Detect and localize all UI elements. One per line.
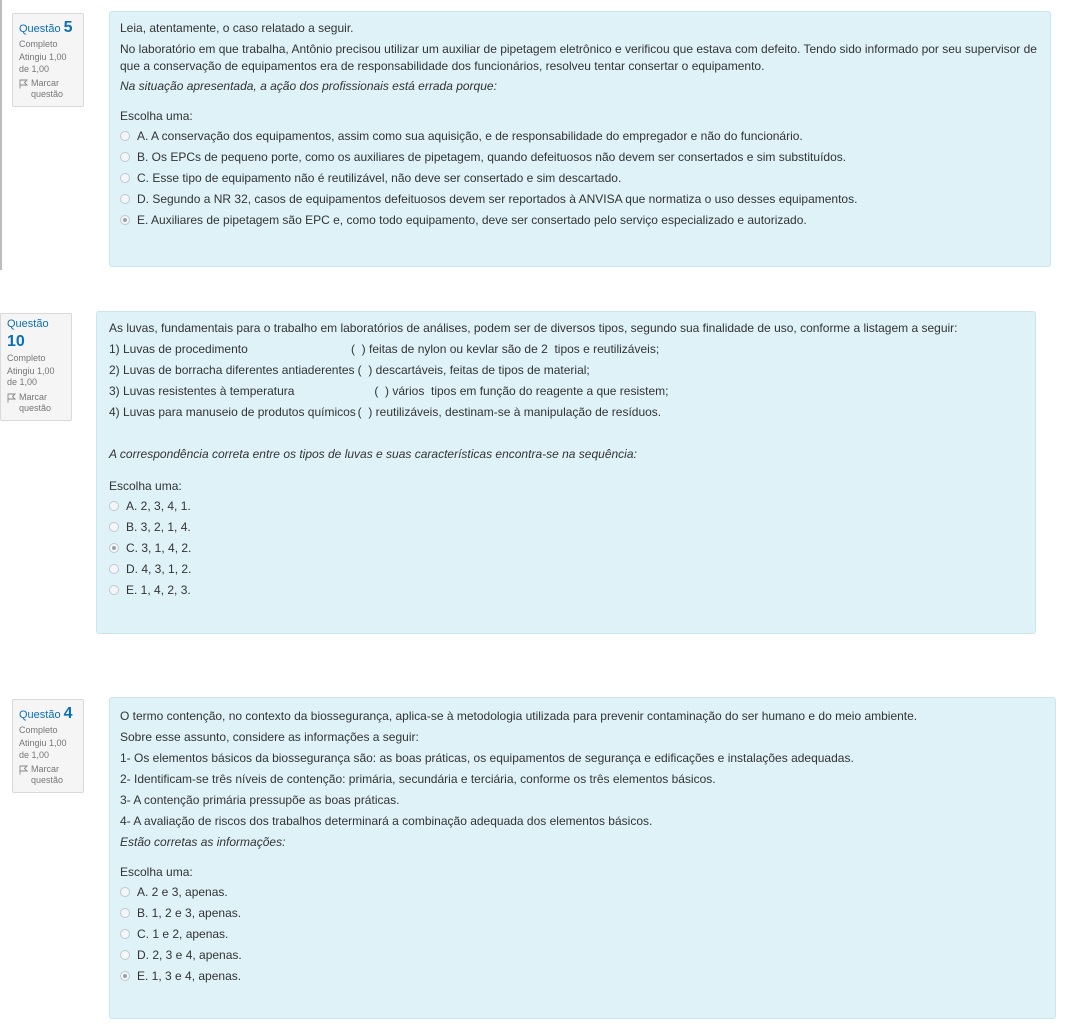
radio-button[interactable] (120, 194, 130, 204)
flag-icon (7, 393, 16, 403)
answer-option[interactable] (109, 579, 1023, 600)
answer-option-label: E. 1, 4, 2, 3. (126, 582, 191, 597)
answer-option-label: D. Segundo a NR 32, casos de equipamentos defeituosos devem ser reportados à ANVISA que normatiza o uso desses equipamentos. (137, 191, 858, 206)
glove-characteristic: ( ) descartáveis, feitas de tipos de material; (351, 363, 590, 377)
glove-type-label: 2) Luvas de borracha diferentes antiaderentes (109, 363, 355, 377)
answer-option[interactable] (120, 965, 1045, 986)
radio-button[interactable] (120, 215, 130, 225)
question-text: As luvas, fundamentais para o trabalho em laboratórios de análises, podem ser de diversos tipos, segundo sua finalidade de uso, conforme a listagem a seguir: 1) Luvas de procedimento ( ) feitas de nylon ou kevlar são de 2 tipos e reutilizáveis; 2) Luvas de borracha diferentes antiaderentes ( ) descartáveis, feitas de tipos de material; 3) Luvas resistentes à temperatura ( ) vários tipos em função do reagente a que resistem; 4) Luvas para manuseio de produtos químicos ( ) reutilizáveis, destinam-se à manipulação de resíduos. A correspondência correta entre os tipos de luvas e suas características encontra-se na sequência: (109, 318, 1023, 465)
radio-button[interactable] (109, 543, 119, 553)
question-info-10 (0, 313, 72, 421)
glove-characteristic: ( ) reutilizáveis, destinam-se à manipulação de resíduos. (351, 405, 662, 419)
answer-option-label: A. 2 e 3, apenas. (137, 884, 228, 899)
answer-options (120, 881, 1045, 986)
answer-option[interactable] (120, 923, 1045, 944)
answer-prompt: Escolha uma: (120, 109, 193, 123)
glove-type-label: 3) Luvas resistentes à temperatura (109, 384, 295, 398)
glove-type-label: 1) Luvas de procedimento (109, 342, 248, 356)
answer-option[interactable] (109, 558, 1023, 579)
question-grade: Atingiu 1,00 de 1,00 (19, 738, 67, 760)
answer-option-label: C. 1 e 2, apenas. (137, 926, 229, 941)
answer-option-label: D. 4, 3, 1, 2. (126, 561, 192, 576)
radio-button[interactable] (120, 929, 130, 939)
radio-button[interactable] (120, 887, 130, 897)
question-content-10 (96, 311, 1036, 634)
answer-option[interactable] (120, 188, 1040, 209)
answer-option[interactable] (120, 146, 1040, 167)
answer-option[interactable] (109, 495, 1023, 516)
glove-characteristic: ( ) feitas de nylon ou kevlar são de 2 tipos e reutilizáveis; (351, 342, 660, 356)
radio-button[interactable] (120, 152, 130, 162)
answer-option[interactable] (120, 167, 1040, 188)
answer-option-label: A. 2, 3, 4, 1. (126, 498, 191, 513)
answer-option[interactable] (109, 516, 1023, 537)
glove-type-row (109, 360, 1023, 381)
question-content-5 (109, 11, 1051, 267)
radio-button[interactable] (120, 908, 130, 918)
radio-button[interactable] (120, 173, 130, 183)
answer-option-label: E. 1, 3 e 4, apenas. (137, 968, 242, 983)
question-info-4 (12, 699, 84, 793)
radio-button[interactable] (109, 564, 119, 574)
answer-option-label: E. Auxiliares de pipetagem são EPC e, como todo equipamento, deve ser consertado pelo serviço especializado e autorizado. (137, 212, 807, 227)
glove-type-list (109, 339, 1023, 423)
radio-button[interactable] (109, 522, 119, 532)
question-number: Questão 5 (19, 19, 73, 36)
answer-prompt: Escolha uma: (109, 479, 182, 493)
answer-option[interactable] (120, 209, 1040, 230)
answer-option[interactable] (109, 537, 1023, 558)
flag-question-button[interactable]: Marcar questão (7, 392, 65, 415)
question-text: O termo contenção, no contexto da biossegurança, aplica-se à metodologia utilizada para prevenir contaminação do ser humano e do meio ambiente. Sobre esse assunto, considere as informações a seguir: 1- Os elementos básicos da biossegurança são: as boas práticas, os equipamentos de segurança e edificações e instalações adequadas. 2- Identificam-se três níveis de contenção: primária, secundária e terciária, conforme os três elementos básicos. 3- A contenção primária pressupõe as boas práticas. 4- A avaliação de riscos dos trabalhos determinará a combinação adequada dos elementos básicos. Estão corretas as informações: (120, 709, 918, 849)
answer-option[interactable] (120, 881, 1045, 902)
question-grade: Atingiu 1,00 de 1,00 (19, 52, 67, 74)
question-state: Completo (19, 39, 58, 49)
answer-options (109, 495, 1023, 600)
answer-prompt: Escolha uma: (120, 865, 193, 879)
left-edge-line (0, 0, 2, 270)
question-number: Questão 4 (19, 705, 73, 722)
radio-button[interactable] (120, 950, 130, 960)
question-info-5 (12, 13, 84, 107)
answer-option-label: B. 3, 2, 1, 4. (126, 519, 191, 534)
question-grade: Atingiu 1,00 de 1,00 (7, 366, 55, 388)
answer-option-label: A. A conservação dos equipamentos, assim como sua aquisição, e de responsabilidade do empregador e não do funcionário. (137, 128, 803, 143)
answer-option-label: C. 3, 1, 4, 2. (126, 540, 192, 555)
question-number: Questão 10 (7, 318, 49, 350)
question-content-4 (109, 697, 1056, 1019)
flag-question-button[interactable]: Marcar questão (19, 764, 77, 787)
flag-icon (19, 79, 28, 89)
glove-characteristic: ( ) vários tipos em função do reagente a que resistem; (351, 384, 669, 398)
answer-option[interactable] (120, 902, 1045, 923)
answer-option-label: D. 2, 3 e 4, apenas. (137, 947, 242, 962)
answer-option[interactable] (120, 944, 1045, 965)
answer-options (120, 125, 1040, 230)
answer-option[interactable] (120, 125, 1040, 146)
answer-option-label: B. 1, 2 e 3, apenas. (137, 905, 242, 920)
glove-type-row (109, 402, 1023, 423)
answer-option-label: C. Esse tipo de equipamento não é reutilizável, não deve ser consertado e sim descartado. (137, 170, 622, 185)
flag-icon (19, 765, 28, 775)
radio-button[interactable] (120, 131, 130, 141)
radio-button[interactable] (109, 501, 119, 511)
radio-button[interactable] (120, 971, 130, 981)
flag-question-button[interactable]: Marcar questão (19, 78, 77, 101)
radio-button[interactable] (109, 585, 119, 595)
answer-option-label: B. Os EPCs de pequeno porte, como os auxiliares de pipetagem, quando defeituosos não devem ser consertados e sim substituídos. (137, 149, 847, 164)
question-state: Completo (7, 352, 46, 363)
glove-type-row (109, 339, 1023, 360)
question-text: Leia, atentamente, o caso relatado a seguir. No laboratório em que trabalha, Antônio precisou utilizar um auxiliar de pipetagem eletrônico e verificou que estava com defeito. Tendo sido informado por seu supervisor de que a conservação de equipamentos era de responsabilidade dos funcionários, resolveu tentar consertar o equipamento. Na situação apresentada, a ação dos profissionais está errada porque: (120, 21, 1037, 93)
question-state: Completo (19, 725, 58, 735)
glove-type-row (109, 381, 1023, 402)
glove-type-label: 4) Luvas para manuseio de produtos químicos (109, 405, 356, 419)
